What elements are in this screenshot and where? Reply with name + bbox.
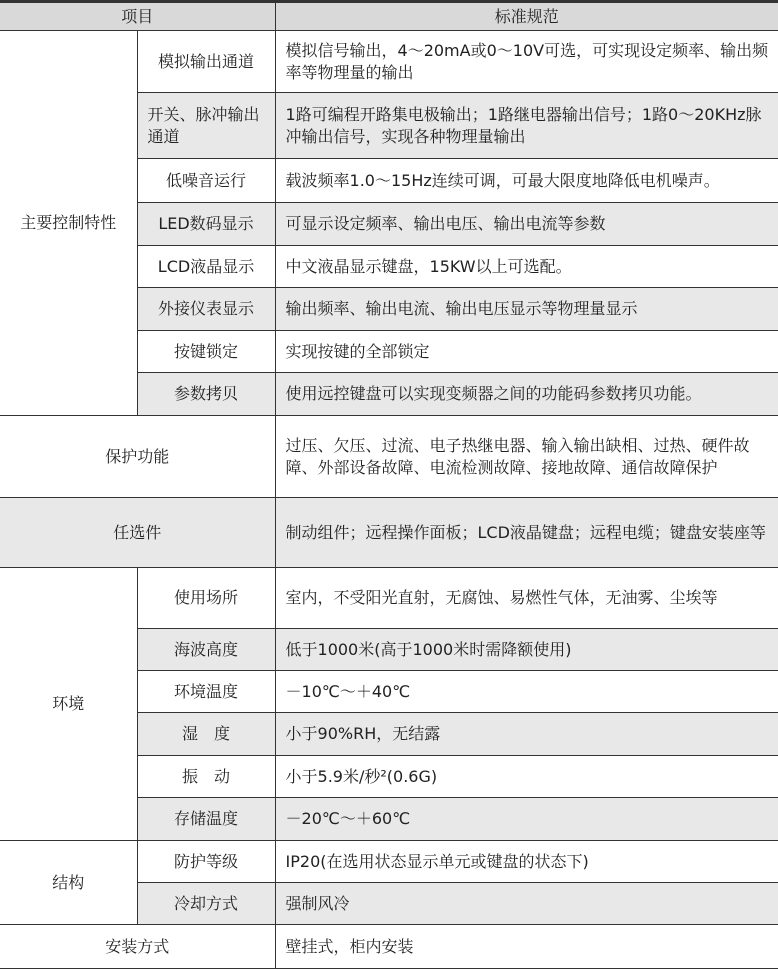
row-name: 振 动 xyxy=(137,756,275,798)
row-name: 使用场所 xyxy=(137,568,275,629)
group-structure: 结构 xyxy=(0,841,137,925)
row-name: 模拟输出通道 xyxy=(137,31,275,93)
row-name: 冷却方式 xyxy=(137,883,275,925)
row-spec: 可显示设定频率、输出电压、输出电流等参数 xyxy=(275,203,778,246)
row-spec: 中文液晶显示键盘，15KW以上可选配。 xyxy=(275,246,778,288)
header-spec: 标准规范 xyxy=(275,2,778,31)
row-spec: 模拟信号输出，4～20mA或0～10V可选，可实现设定频率、输出频率等物理量的输出 xyxy=(275,31,778,93)
options-label: 任选件 xyxy=(0,498,275,568)
options-spec: 制动组件；远程操作面板；LCD液晶键盘；远程电缆；键盘安装座等 xyxy=(275,498,778,568)
row-name: 存储温度 xyxy=(137,798,275,841)
row-name: LCD液晶显示 xyxy=(137,246,275,288)
row-name: 按键锁定 xyxy=(137,331,275,373)
row-name: 防护等级 xyxy=(137,841,275,883)
group-main-control: 主要控制特性 xyxy=(0,31,137,416)
row-name: 低噪音运行 xyxy=(137,159,275,203)
table-row xyxy=(0,31,778,93)
installation-spec: 壁挂式，柜内安装 xyxy=(275,925,778,969)
row-spec: 实现按键的全部锁定 xyxy=(275,331,778,373)
protection-spec: 过压、欠压、过流、电子热继电器、输入输出缺相、过热、硬件故障、外部设备故障、电流检测故障、接地故障、通信故障保护 xyxy=(275,416,778,498)
row-spec: 室内，不受阳光直射，无腐蚀、易燃性气体，无油雾、尘埃等 xyxy=(275,568,778,629)
table-header xyxy=(0,2,778,31)
row-name: 湿 度 xyxy=(137,713,275,756)
row-spec: 强制风冷 xyxy=(275,883,778,925)
table-row xyxy=(0,925,778,969)
table-row xyxy=(0,568,778,629)
row-name: 海波高度 xyxy=(137,629,275,671)
row-spec: －20℃～＋60℃ xyxy=(275,798,778,841)
row-name: 外接仪表显示 xyxy=(137,288,275,331)
protection-label: 保护功能 xyxy=(0,416,275,498)
row-spec: 输出频率、输出电流、输出电压显示等物理量显示 xyxy=(275,288,778,331)
row-name: 参数拷贝 xyxy=(137,373,275,416)
row-name: 开关、脉冲输出通道 xyxy=(137,93,275,159)
row-spec: 1路可编程开路集电极输出；1路继电器输出信号；1路0～20KHz脉冲输出信号，实现各种物理量输出 xyxy=(275,93,778,159)
row-name: LED数码显示 xyxy=(137,203,275,246)
installation-label: 安装方式 xyxy=(0,925,275,969)
row-spec: IP20(在选用状态显示单元或键盘的状态下) xyxy=(275,841,778,883)
row-spec: 小于90%RH，无结露 xyxy=(275,713,778,756)
table-row xyxy=(0,841,778,883)
row-spec: 低于1000米(高于1000米时需降额使用) xyxy=(275,629,778,671)
row-spec: 小于5.9米/秒²(0.6G) xyxy=(275,756,778,798)
row-spec: －10℃～＋40℃ xyxy=(275,671,778,713)
row-name: 环境温度 xyxy=(137,671,275,713)
row-spec: 载波频率1.0～15Hz连续可调，可最大限度地降低电机噪声。 xyxy=(275,159,778,203)
table-row xyxy=(0,416,778,498)
group-environment: 环境 xyxy=(0,568,137,841)
table-row xyxy=(0,498,778,568)
header-item: 项目 xyxy=(0,2,275,31)
row-spec: 使用远控键盘可以实现变频器之间的功能码参数拷贝功能。 xyxy=(275,373,778,416)
